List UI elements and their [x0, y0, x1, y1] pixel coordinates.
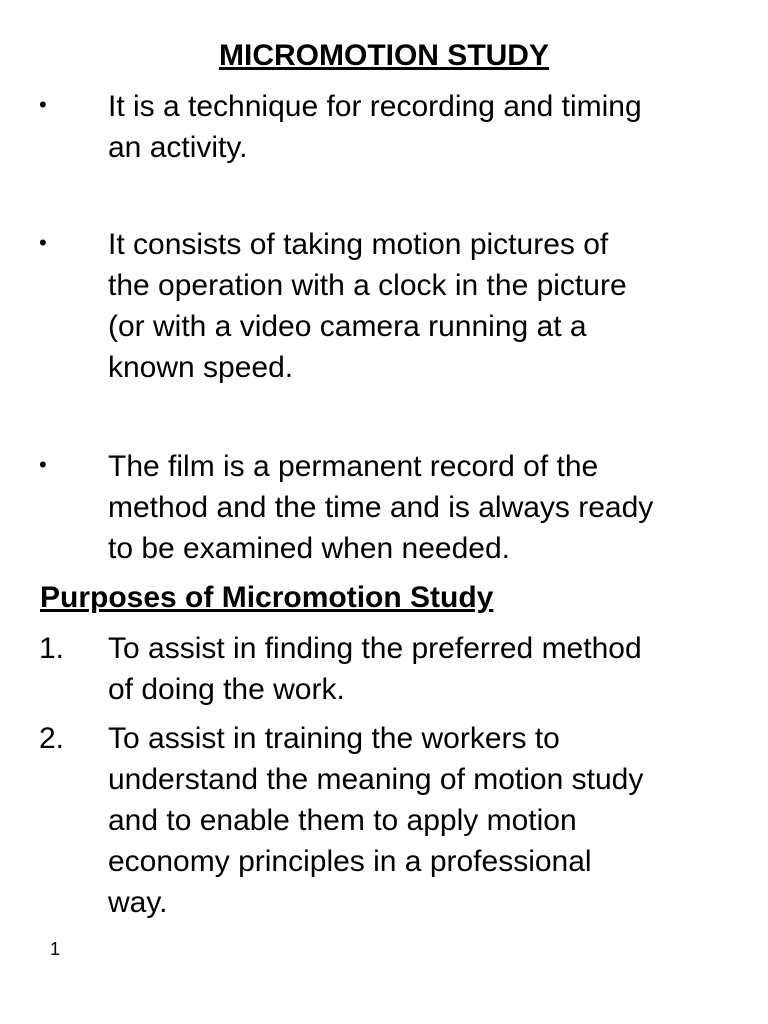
- item-text: [108, 718, 739, 923]
- item-number: 2.: [39, 722, 65, 755]
- item-line: understand the meaning of motion study: [108, 763, 644, 796]
- bullet-marker: •: [39, 92, 47, 117]
- bullet-line: It consists of taking motion pictures of: [108, 228, 609, 261]
- bullet-text: [108, 446, 739, 569]
- bullet-line: method and the time and is always ready: [108, 491, 654, 524]
- section-heading: Purposes of Micromotion Study: [40, 581, 494, 614]
- bullet-line: the operation with a clock in the picture: [108, 269, 627, 302]
- item-line: and to enable them to apply motion: [108, 804, 577, 837]
- page-title: MICROMOTION STUDY: [219, 39, 549, 72]
- bullet-marker: •: [39, 230, 47, 255]
- bullet-line: The film is a permanent record of the: [108, 450, 599, 483]
- bullet-text: [108, 86, 739, 168]
- item-line: way.: [108, 886, 168, 919]
- bullet-line: (or with a video camera running at a: [108, 310, 587, 343]
- item-line: To assist in training the workers to: [108, 722, 560, 755]
- bullet-line: It is a technique for recording and timing: [108, 90, 642, 123]
- item-text: [108, 628, 739, 710]
- bullet-line: known speed.: [108, 351, 294, 384]
- page-number: 1: [50, 939, 61, 959]
- bullet-text: [108, 224, 739, 388]
- item-number: 1.: [39, 632, 65, 665]
- bullet-marker: •: [39, 452, 47, 477]
- bullet-item: [39, 446, 739, 569]
- numbered-item: [39, 718, 739, 923]
- item-line: economy principles in a professional: [108, 845, 592, 878]
- bullet-line: to be examined when needed.: [108, 532, 510, 565]
- bullet-line: an activity.: [108, 131, 248, 164]
- bullet-item: [39, 86, 739, 168]
- item-line: of doing the work.: [108, 673, 345, 706]
- numbered-item: [39, 628, 739, 710]
- item-line: To assist in finding the preferred method: [108, 632, 642, 665]
- bullet-item: [39, 224, 739, 388]
